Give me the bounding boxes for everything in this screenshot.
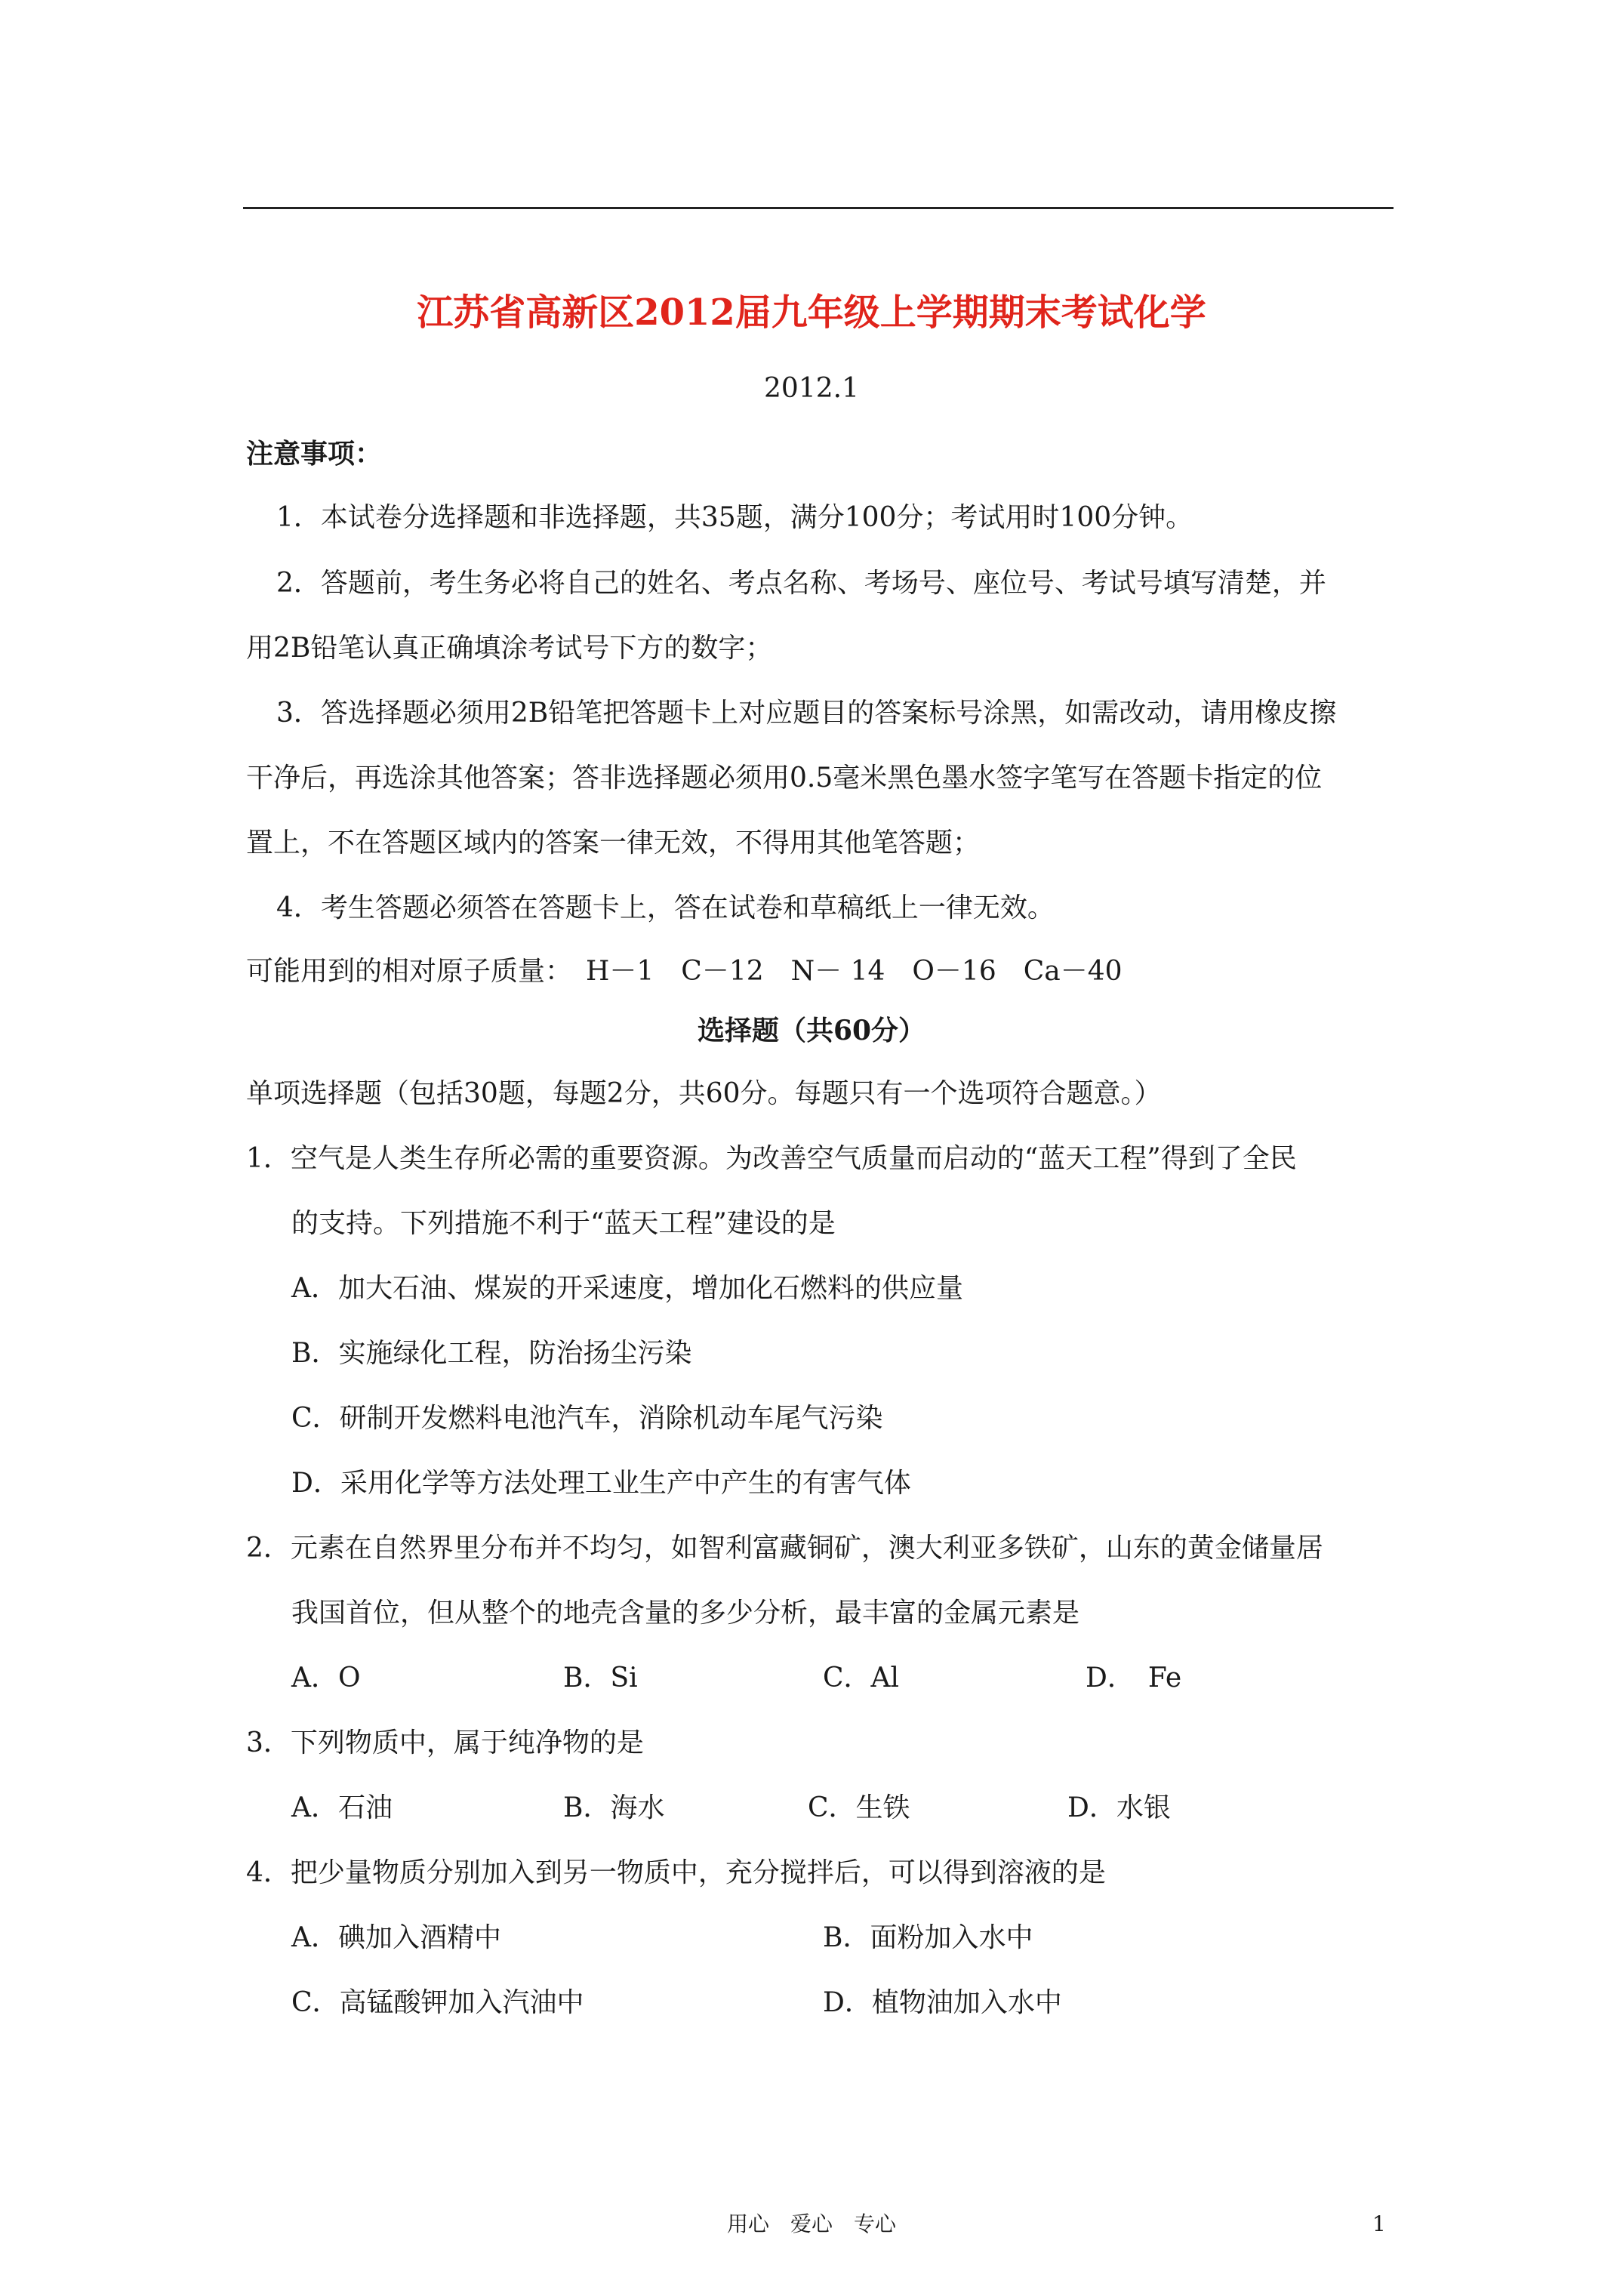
question-4-option-d: D．植物油加入水中 [823,1987,1062,2018]
question-4-stem: 4．把少量物质分别加入到另一物质中，充分搅拌后，可以得到溶液的是 [246,1857,1106,1888]
question-3-stem: 3．下列物质中，属于纯净物的是 [246,1727,644,1758]
question-2-option-c: C．Al [823,1663,900,1693]
note-line: 4．考生答题必须答在答题卡上，答在试卷和草稿纸上一律无效。 [276,892,1055,923]
question-2-option-b: B．Si [563,1663,638,1693]
exam-date: 2012.1 [764,373,859,404]
atomic-masses: 可能用到的相对原子质量： H－1 C－12 N－ 14 O－16 Ca－40 [246,956,1123,987]
section-instruction: 单项选择题（包括30题，每题2分，共60分。每题只有一个选项符合题意。） [246,1078,1162,1109]
header-rule [243,207,1394,209]
question-2-stem: 2．元素在自然界里分布并不均匀，如智利富藏铜矿，澳大利亚多铁矿，山东的黄金储量居 [246,1533,1323,1564]
page-number: 1 [1372,2211,1386,2236]
question-2-stem-cont: 我国首位，但从整个的地壳含量的多少分析，最丰富的金属元素是 [291,1598,1080,1629]
question-4-option-a: A．碘加入酒精中 [291,1922,501,1953]
footer-slogan: 用心 爱心 专心 [726,2211,896,2236]
question-1-option-d: D．采用化学等方法处理工业生产中产生的有害气体 [291,1468,911,1499]
question-4-option-b: B．面粉加入水中 [823,1922,1033,1953]
question-2-option-d: D． Fe [1086,1663,1182,1693]
question-1-option-b: B．实施绿化工程，防治扬尘污染 [291,1338,692,1369]
question-1-stem-cont: 的支持。下列措施不利于“蓝天工程”建设的是 [291,1208,836,1239]
question-1-stem: 1．空气是人类生存所必需的重要资源。为改善空气质量而启动的“蓝天工程”得到了全民 [246,1143,1297,1174]
question-1-option-a: A．加大石油、煤炭的开采速度，增加化石燃料的供应量 [291,1273,963,1304]
exam-title: 江苏省高新区2012届九年级上学期期末考试化学 [417,291,1206,334]
notes-heading: 注意事项： [246,438,383,470]
question-3-option-b: B．海水 [563,1792,665,1823]
question-4-option-c: C．高锰酸钾加入汽油中 [291,1987,584,2018]
note-line: 用2B铅笔认真正确填涂考试号下方的数字； [246,633,773,664]
question-3-option-d: D．水银 [1067,1792,1171,1823]
question-3-option-a: A．石油 [291,1792,393,1823]
question-2-option-a: A．O [291,1663,361,1693]
section-title: 选择题（共60分） [697,1015,926,1046]
note-line: 置上，不在答题区域内的答案一律无效，不得用其他笔答题； [246,827,981,858]
question-3-option-c: C．生铁 [808,1792,910,1823]
note-line: 干净后，再选涂其他答案；答非选择题必须用0.5毫米黑色墨水签字笔写在答题卡指定的位 [246,763,1323,794]
note-line: 1．本试卷分选择题和非选择题，共35题，满分100分；考试用时100分钟。 [276,502,1193,533]
note-line: 2．答题前，考生务必将自己的姓名、考点名称、考场号、座位号、考试号填写清楚，并 [276,568,1326,599]
note-line: 3．答选择题必须用2B铅笔把答题卡上对应题目的答案标号涂黑，如需改动，请用橡皮擦 [276,698,1337,729]
question-1-option-c: C．研制开发燃料电池汽车，消除机动车尾气污染 [291,1403,883,1434]
